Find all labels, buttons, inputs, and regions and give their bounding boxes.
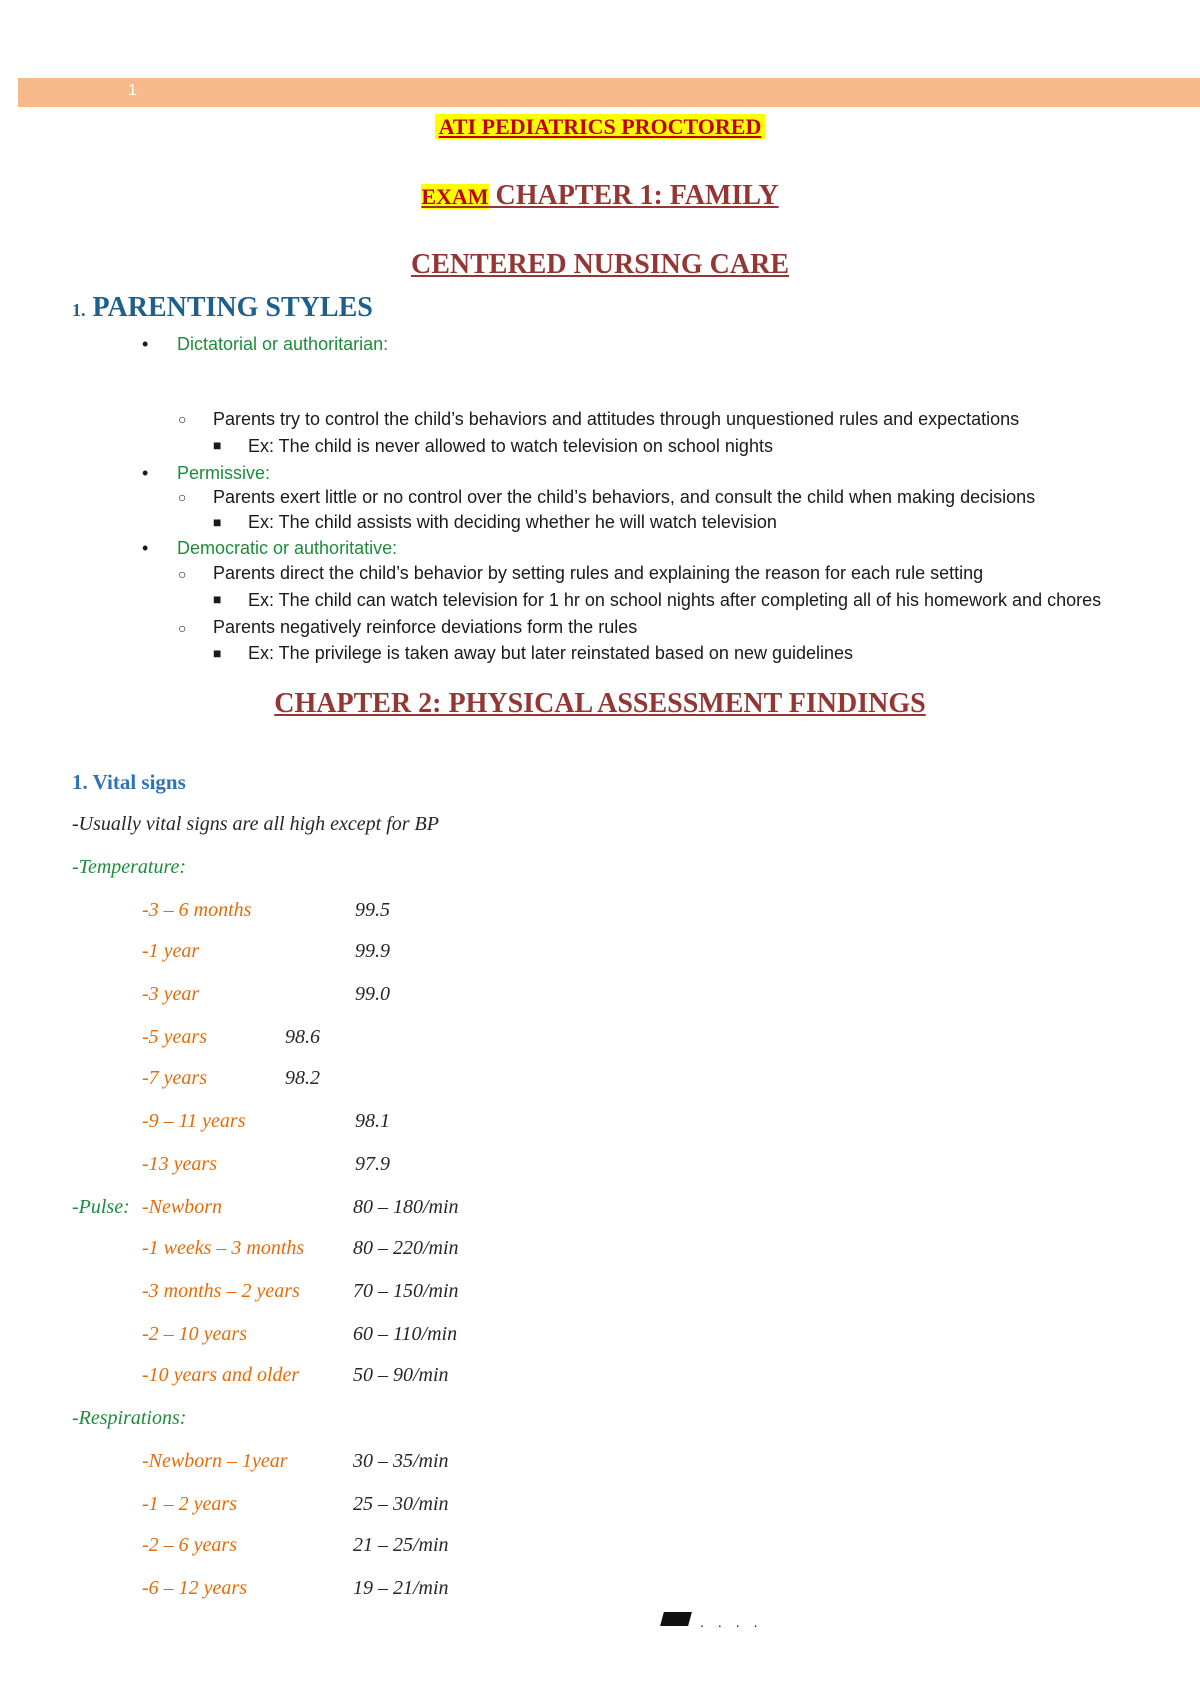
pulse-value: 60 – 110/min — [353, 1323, 458, 1345]
temperature-label: -Temperature: — [72, 856, 187, 878]
temp-value: 98.6 — [285, 1026, 320, 1048]
style-label: Democratic or authoritative: — [177, 538, 398, 558]
temp-age: -7 years — [142, 1067, 207, 1089]
circle-bullet-icon: ○ — [178, 489, 187, 505]
bullet-icon: • — [142, 334, 149, 354]
pulse-value: 50 – 90/min — [353, 1364, 449, 1386]
resp-age: -1 – 2 years — [142, 1493, 237, 1515]
temp-value: 97.9 — [355, 1153, 390, 1175]
resp-value: 30 – 35/min — [353, 1450, 449, 1472]
temp-value: 98.1 — [355, 1110, 390, 1132]
style-label: Dictatorial or authoritarian: — [177, 334, 389, 354]
chapter2-title: CHAPTER 2: PHYSICAL ASSESSMENT FINDINGS — [274, 688, 926, 719]
style-description: Parents try to control the child’s behaviors and attitudes through unquestioned rules and expectations — [213, 409, 1020, 429]
pulse-label: -Pulse: — [72, 1196, 130, 1218]
pulse-age: -1 weeks – 3 months — [142, 1237, 305, 1259]
page-header-bar — [18, 78, 1200, 107]
page-number: 1 — [128, 82, 137, 99]
pulse-value: 80 – 180/min — [353, 1196, 459, 1218]
pulse-age: -Newborn — [142, 1196, 222, 1218]
style-description: Parents direct the child’s behavior by setting rules and explaining the reason for each rule setting — [213, 563, 984, 583]
section-heading: 1. PARENTING STYLES — [72, 292, 373, 323]
temp-age: -5 years — [142, 1026, 207, 1048]
square-bullet-icon: ■ — [213, 437, 222, 453]
temp-age: -1 year — [142, 940, 200, 962]
resp-value: 19 – 21/min — [353, 1577, 449, 1599]
square-bullet-icon: ■ — [213, 591, 222, 607]
temp-age: -9 – 11 years — [142, 1110, 246, 1132]
temp-value: 99.9 — [355, 940, 390, 962]
style-example: Ex: The privilege is taken away but later reinstated based on new guidelines — [248, 643, 854, 663]
vital-signs-heading: 1. Vital signs — [72, 770, 186, 794]
square-bullet-icon: ■ — [213, 514, 222, 530]
document-title: ATI PEDIATRICS PROCTORED — [0, 114, 1200, 140]
vital-signs-note: -Usually vital signs are all high except for BP — [72, 813, 439, 835]
resp-value: 25 – 30/min — [353, 1493, 449, 1515]
pulse-age: -10 years and older — [142, 1364, 300, 1386]
pulse-age: -2 – 10 years — [142, 1323, 247, 1345]
circle-bullet-icon: ○ — [178, 411, 187, 427]
chapter1-subtitle: CENTERED NURSING CARE — [410, 249, 790, 280]
resp-age: -Newborn – 1year — [142, 1450, 288, 1472]
watermark-logo-icon — [660, 1612, 692, 1626]
temp-age: -3 – 6 months — [142, 899, 252, 921]
bullet-icon: • — [142, 463, 149, 483]
respirations-label: -Respirations: — [72, 1407, 187, 1429]
style-example: Ex: The child assists with deciding whether he will watch television — [248, 512, 777, 532]
temp-value: 99.5 — [355, 899, 390, 921]
watermark-dots-icon: .... — [700, 1614, 772, 1630]
temp-value: 98.2 — [285, 1067, 320, 1089]
resp-age: -2 – 6 years — [142, 1534, 237, 1556]
pulse-value: 80 – 220/min — [353, 1237, 459, 1259]
pulse-age: -3 months – 2 years — [142, 1280, 300, 1302]
style-description: Parents exert little or no control over the child’s behaviors, and consult the child when making decisions — [213, 487, 1036, 507]
resp-value: 21 – 25/min — [353, 1534, 449, 1556]
style-label: Permissive: — [177, 463, 271, 483]
square-bullet-icon: ■ — [213, 645, 222, 661]
circle-bullet-icon: ○ — [178, 620, 187, 636]
resp-age: -6 – 12 years — [142, 1577, 247, 1599]
circle-bullet-icon: ○ — [178, 566, 187, 582]
temp-age: -13 years — [142, 1153, 217, 1175]
bullet-icon: • — [142, 538, 149, 558]
chapter1-title: EXAM CHAPTER 1: FAMILY — [421, 180, 779, 211]
temp-age: -3 year — [142, 983, 200, 1005]
style-example: Ex: The child is never allowed to watch television on school nights — [248, 436, 773, 456]
temp-value: 99.0 — [355, 983, 390, 1005]
style-description: Parents negatively reinforce deviations form the rules — [213, 617, 638, 637]
style-example: Ex: The child can watch television for 1 hr on school nights after completing all of his homework and chores — [248, 590, 1102, 610]
pulse-value: 70 – 150/min — [353, 1280, 459, 1302]
